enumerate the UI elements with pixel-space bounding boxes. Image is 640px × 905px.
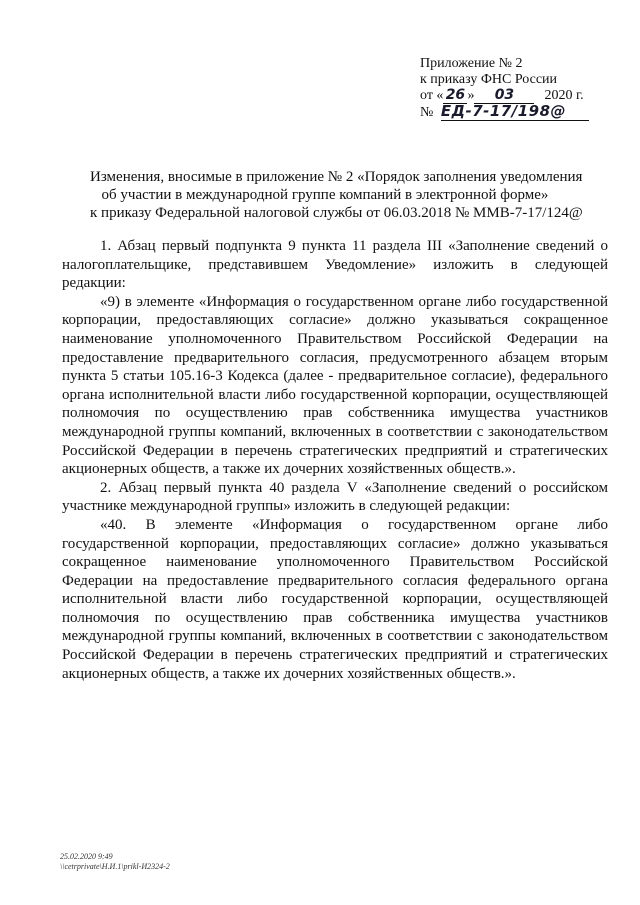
document-body: [62, 237, 608, 683]
appendix-title: Приложение № 2: [420, 56, 523, 71]
paragraph-4: «40. В элементе «Информация о государственном органе либо государственной корпорации, предоставляющих согласие» должно указываться сокращенное наименование уполномоченного Правительством Российской Федерации на предоставление предварительного согласия федерального органа исполнительной власти либо государственной корпорации, осуществляющей полномочия по осуществлению прав собственника имущества участников международной группы компаний, включенных в соответствии с законодательством Российской Федерации в перечень стратегических предприятий и стратегических акционерных обществ, а также их дочерних хозяйственных обществ.».: [62, 516, 608, 682]
date-prefix: от «: [420, 88, 444, 103]
number-fill: [441, 104, 589, 121]
document-title: [90, 168, 583, 222]
file-footer: [60, 852, 170, 872]
appendix-order-ref: к приказу ФНС России: [420, 72, 558, 87]
number-prefix: №: [420, 105, 434, 120]
date-mid: »: [467, 88, 475, 103]
appendix-number: [420, 104, 630, 120]
date-day-handwritten: 26: [445, 87, 466, 103]
footer-file-path: \\cetrprivate\Н.И.1\prikl-И2324-2: [60, 862, 170, 871]
footer-timestamp: 25.02.2020 9:49: [60, 852, 113, 861]
appendix-block: [420, 56, 630, 120]
paragraph-1: 1. Абзац первый подпункта 9 пункта 11 раздела III «Заполнение сведений о налогоплательщике, представившем Уведомление» изложить в следующей редакции:: [62, 238, 608, 292]
date-year: 2020 г.: [544, 88, 584, 103]
paragraph-3: 2. Абзац первый пункта 40 раздела V «Заполнение сведений о российском участнике международной группы» изложить в следующей редакции:: [62, 479, 608, 515]
paragraph-2: «9) в элементе «Информация о государственном органе либо государственной корпорации, предоставляющих согласие» должно указываться сокращенное наименование уполномоченного Правительством Российской Федерации на предоставление предварительного согласия, предусмотренного абзацем вторым пункта 5 статьи 105.16-3 Кодекса (далее - предварительное согласие), федерального органа исполнительной власти либо государственной корпорации, осуществляющей полномочия по осуществлению прав собственника имущества участников международной группы компаний, включенных в соответствии с законодательством Российской Федерации в перечень стратегических предприятий и стратегических акционерных обществ, а также их дочерних хозяйственных обществ.».: [62, 293, 608, 478]
number-handwritten: ЕД-7-17/198@: [440, 102, 567, 120]
title-line-1: Изменения, вносимые в приложение № 2 «Порядок заполнения уведомления: [90, 169, 583, 185]
title-line-3: к приказу Федеральной налоговой службы от 06.03.2018 № ММВ-7-17/124@: [90, 205, 583, 221]
title-line-2: об участии в международной группе компаний в электронной форме»: [101, 187, 549, 203]
date-month-handwritten: 03: [494, 87, 515, 103]
